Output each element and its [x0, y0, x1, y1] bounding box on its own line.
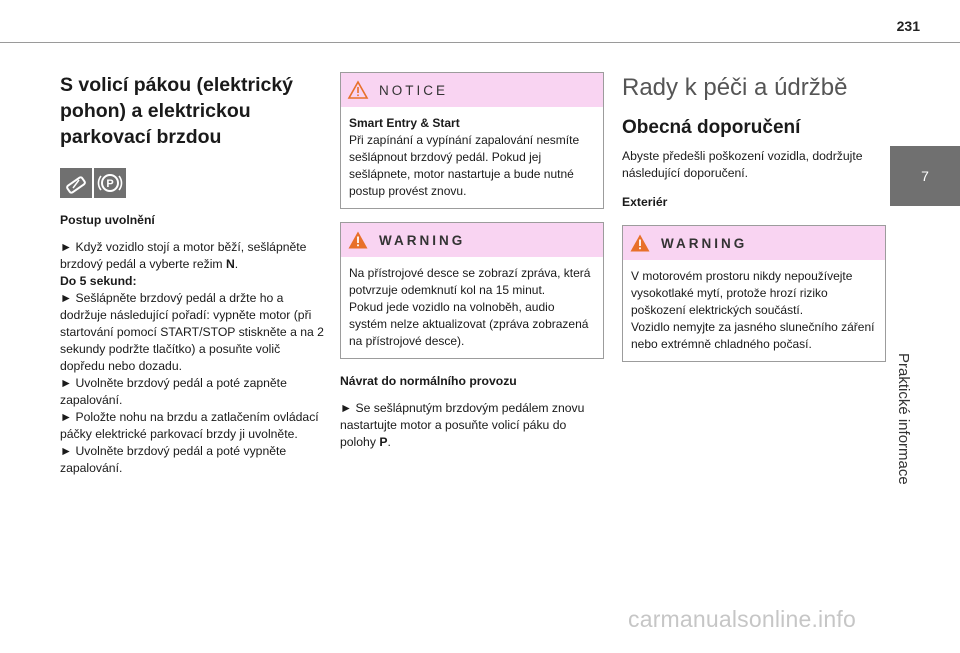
warning-label: WARNING [379, 232, 466, 248]
section-title: Rady k péči a údržbě [622, 74, 848, 101]
subheading: Návrat do normálního provozu [340, 374, 517, 388]
warning-box [622, 225, 886, 362]
subheading: Postup uvolnění [60, 213, 155, 227]
notice-label: NOTICE [379, 82, 449, 98]
chapter-title: Praktické informace [895, 353, 912, 485]
warning-header [341, 223, 603, 257]
notice-icon [347, 80, 369, 100]
warning-text: V motorovém prostoru nikdy nepoužívejte vysokotlaké mytí, protože hrozí riziko poškození elektrických součástí. [631, 269, 853, 317]
warning-label: WARNING [661, 235, 748, 251]
column-left [60, 72, 326, 477]
intro-text: Abyste předešli poškození vozidla, dodržujte následující doporučení. [622, 149, 863, 180]
heading: Obecná doporučení [622, 117, 801, 138]
notice-text: Při zapínání a vypínání zapalování nesmíte sešlápnout brzdový pedál. Pokud jej sešlápnete, motor nastartuje a bude nutné postup provést znovu. [349, 133, 580, 198]
subheading: Exteriér [622, 195, 668, 209]
notice-box [340, 72, 604, 209]
gear-selector-icon [60, 168, 92, 198]
chapter-number: 7 [921, 168, 929, 184]
notice-header [341, 73, 603, 107]
svg-text:P: P [106, 178, 114, 190]
column-middle [340, 72, 604, 451]
notice-body [341, 107, 603, 208]
warning-body [623, 260, 885, 361]
instruction-line: ► Uvolněte brzdový pedál a poté zapněte zapalování. [60, 376, 287, 407]
instruction-line: Do 5 sekund: [60, 274, 137, 288]
column-right [622, 72, 886, 362]
notice-title: Smart Entry & Start [349, 116, 460, 130]
warning-icon [347, 230, 369, 250]
warning-text: Vozidlo nemyjte za jasného slunečního záření nebo extrémně chladného počasí. [631, 320, 875, 351]
warning-header [623, 226, 885, 260]
watermark: carmanualsonline.info [628, 606, 856, 632]
instruction-line: ► Položte nohu na brzdu a zatlačením ovládací páčky elektrické parkovací brzdy ji uvolněte. [60, 410, 319, 441]
chapter-tab[interactable] [890, 146, 960, 206]
icon-row [60, 168, 326, 198]
warning-text: Pokud jede vozidlo na volnoběh, audio systém nelze aktualizovat (zpráva zobrazená na přístrojové desce). [349, 300, 589, 348]
top-rule [0, 42, 960, 43]
page-number: 231 [896, 18, 920, 34]
warning-icon [629, 233, 651, 253]
instruction-line: ► Sešlápněte brzdový pedál a držte ho a dodržuje následující pořadí: vypněte motor (při startování pomocí START/STOP stiskněte a na 2 sekundy podržte tlačítko) a posuňte volič dopředu nebo dozadu. [60, 291, 324, 373]
instruction-line: ► Se sešlápnutým brzdovým pedálem znovu nastartujte motor a posuňte volicí páku do polohy P. [340, 401, 585, 449]
section-heading: S volicí pákou (elektrický pohon) a elektrickou parkovací brzdou [60, 74, 294, 148]
instruction-line: ► Uvolněte brzdový pedál a poté vypněte zapalování. [60, 444, 287, 475]
instruction-line: ► Když vozidlo stojí a motor běží, sešlápněte brzdový pedál a vyberte režim N. [60, 240, 307, 271]
warning-text: Na přístrojové desce se zobrazí zpráva, která potvrzuje odemknutí kol na 15 minut. [349, 266, 591, 297]
warning-box [340, 222, 604, 359]
parking-brake-p-icon [94, 168, 126, 198]
warning-body [341, 257, 603, 358]
